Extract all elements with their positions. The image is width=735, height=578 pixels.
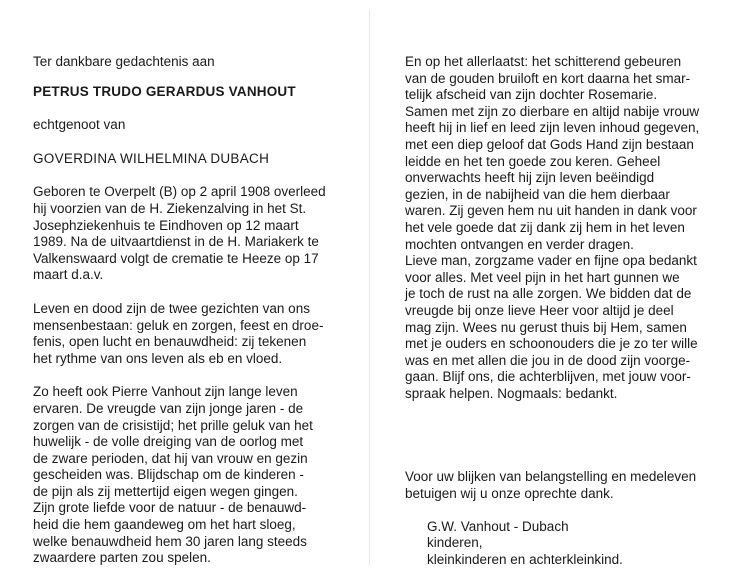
final-line: met een diep geloof dat Gods Hand zijn bestaan	[405, 136, 694, 152]
center-fold-line	[369, 10, 370, 565]
final-line: met je ouders en schoonouders die je zo ter wille	[405, 336, 698, 352]
deceased-name: PETRUS TRUDO GERARDUS VANHOUT	[33, 83, 296, 99]
final-line: je toch de rust na alle zorgen. We bidden dat de	[405, 286, 692, 302]
reflection-line: Leven en dood zijn de twee gezichten van ons	[33, 300, 310, 316]
thanks-line: Voor uw blijken van belangstelling en medeleven	[405, 469, 697, 485]
life-line: de pijn als zij mettertijd eigen wegen gingen.	[33, 483, 298, 499]
life-line: zwaardere parten zou spelen.	[33, 550, 211, 566]
thanks-line: betuigen wij u onze oprechte dank.	[405, 486, 614, 502]
birth-line: hij voorzien van de H. Ziekenzalving in het St.	[33, 200, 307, 216]
final-line: vreugde bij onze lieve Heer voor altijd je deel	[405, 302, 674, 318]
final-line: mag zijn. Wees nu gerust thuis bij Hem, samen	[405, 319, 687, 335]
birth-line: Valkenswaard volgt de crematie te Heeze op 17	[33, 250, 319, 266]
final-line: En op het allerlaatst: het schitterend gebeuren	[405, 54, 682, 69]
final-line: Samen met zijn zo dierbare en altijd nabije vrouw	[405, 103, 700, 119]
life-line: welke benauwdheid hem 30 jaren lang steeds	[33, 533, 307, 549]
final-line: was en met allen die jou in de dood zijn voorge-	[405, 352, 691, 368]
final-line: onverwachts heeft hij zijn leven beëindigd	[405, 170, 655, 186]
life-line: gescheiden was. Blijdschap om de kinderen -	[33, 467, 304, 483]
reflection-line: het rythme van ons leven als eb en vloed.	[33, 350, 283, 366]
final-line: heeft hij in lief en leed zijn leven inhoud gegeven,	[405, 120, 700, 136]
life-paragraph	[33, 384, 351, 567]
birth-line: 1989. Na de uitvaartdienst in de H. Mariakerk te	[33, 234, 319, 250]
life-line: Zo heeft ook Pierre Vanhout zijn lange leven	[33, 384, 298, 400]
left-column	[33, 54, 351, 567]
birth-line: maart d.a.v.	[33, 267, 104, 283]
final-line: gaan. Blijf ons, die achterblijven, met jouw voor-	[405, 369, 691, 385]
birth-paragraph	[33, 184, 351, 284]
final-line: telijk afscheid van zijn dochter Rosemarie.	[405, 87, 658, 103]
life-line: ervaren. De vreugde van zijn jonge jaren - de	[33, 400, 304, 416]
final-paragraph	[405, 54, 715, 402]
final-line: het vele goede dat zij dank zij hem in het leven	[405, 219, 685, 235]
life-line: zorgen van de crisistijd; het prille geluk van het	[33, 417, 313, 433]
final-line: leidde en het ten goede zou keren. Geheel	[405, 153, 661, 169]
reflection-line: mensenbestaan: geluk en zorgen, feest en droe-	[33, 317, 324, 333]
life-line: de zware perioden, dat hij van vrouw en gezin	[33, 450, 308, 466]
life-line: huwelijk - de volle dreiging van de oorlog met	[33, 434, 304, 450]
final-line: van de gouden bruiloft en kort daarna het smar-	[405, 70, 691, 86]
relation-text: echtgenoot van	[33, 117, 126, 133]
birth-line: Geboren te Overpelt (B) op 2 april 1908 overleed	[33, 184, 326, 200]
life-line: heid die hem gaandeweg om het hart sloeg,	[33, 517, 296, 533]
life-line: Zijn grote liefde voor de natuur - de benauwd-	[33, 500, 307, 516]
thanks-paragraph	[405, 469, 715, 502]
signature-line: kleinkinderen en achterkleinkind.	[427, 551, 623, 567]
final-line: mochten ontvangen en verder dragen.	[405, 236, 634, 252]
birth-line: Josephziekenhuis te Eindhoven op 12 maart	[33, 217, 299, 233]
right-column	[405, 54, 715, 568]
reflection-paragraph	[33, 301, 351, 367]
final-line: waren. Zij geven hem nu uit handen in dank voor	[405, 203, 697, 219]
reflection-line: fenis, open lucht en benauwdheid: zij tekenen	[33, 334, 307, 350]
final-line: Lieve man, zorgzame vader en fijne opa bedankt	[405, 253, 697, 269]
spouse-name: GOVERDINA WILHELMINA DUBACH	[33, 150, 270, 166]
final-line: spraak helpen. Nogmaals: bedankt.	[405, 385, 618, 401]
intro-text: Ter dankbare gedachtenis aan	[33, 54, 215, 69]
signature-line: G.W. Vanhout - Dubach	[427, 518, 569, 534]
final-line: voor alles. Met veel pijn in het hart gunnen we	[405, 269, 680, 285]
signature-block	[405, 519, 715, 569]
signature-line: kinderen,	[427, 535, 483, 551]
final-line: gezien, in de nabijheid van die hem dierbaar	[405, 186, 670, 202]
